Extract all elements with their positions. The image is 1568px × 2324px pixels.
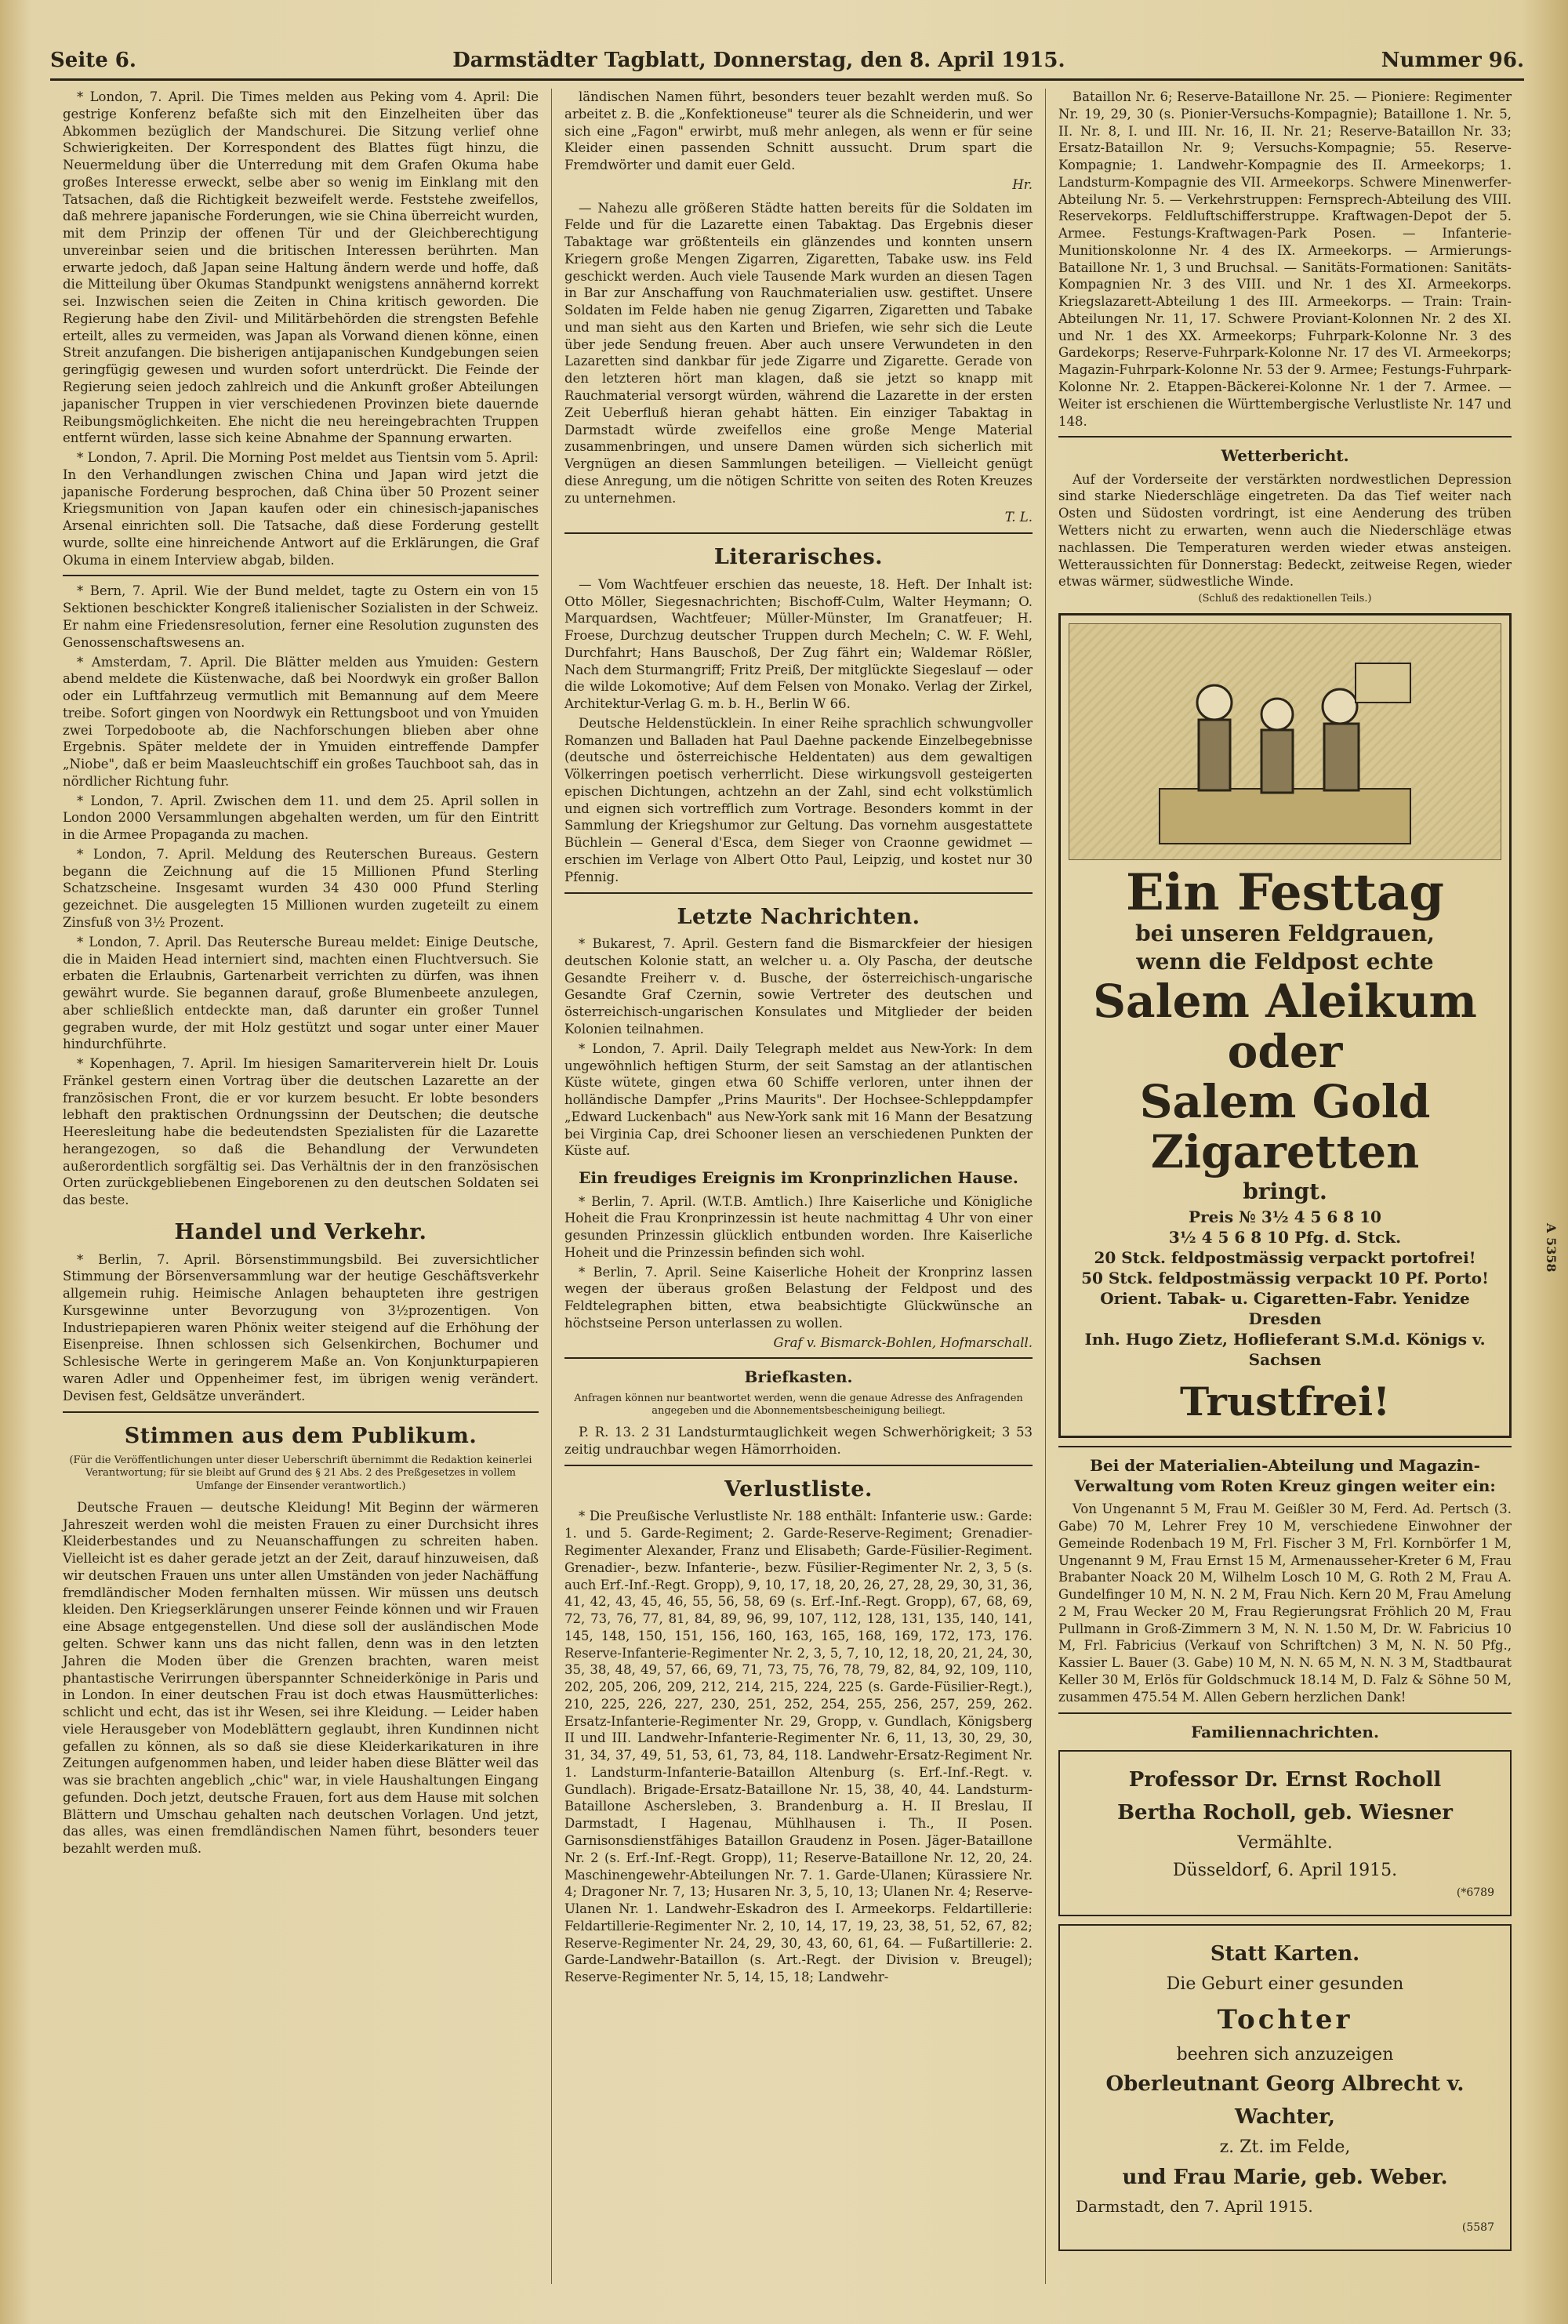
stimmen-continued: ländischen Namen führt, besonders teuer bezahlt werden muß. So arbeitet z. B. die „Konfektioneuse" teurer als die Schneiderin, und wer sich eine „Fagon" erwirbt, muß mehr anlegen, als wenn er für seine Kleider einen passenden Schnitt aussucht. Drum spart die Fremdwörter und damit euer Geld. [564, 89, 1033, 173]
section-heading-stimmen: Stimmen aus dem Publikum. [124, 1423, 477, 1448]
signature: Graf v. Bismarck-Bohlen, Hofmarschall. [773, 1334, 1033, 1350]
divider [564, 892, 1033, 894]
family-big: Tochter [1217, 2003, 1353, 2035]
briefkasten-note: Anfragen können nur beantwortet werden, wenn die genaue Adresse des Anfragenden angegeben und die Abonnementsbescheinigung beiliegt. [574, 1392, 1023, 1418]
column-3 [1046, 89, 1524, 2284]
section-heading-handel: Handel und Verkehr. [174, 1220, 427, 1244]
ad-postage-1: 20 Stck. feldpostmässig verpackt portofrei! [1094, 1247, 1476, 1267]
section-heading-literarisches: Literarisches. [713, 545, 884, 570]
ad-postage-2: 50 Stck. feldpostmässig verpackt 10 Pf. Porto! [1081, 1268, 1489, 1287]
divider [564, 1465, 1033, 1466]
ad-number: (5587 [1461, 2221, 1494, 2235]
cigarette-advertisement [1058, 613, 1512, 1437]
divider [564, 1357, 1033, 1359]
section-heading-briefkasten: Briefkasten. [744, 1367, 853, 1387]
divider [564, 532, 1033, 534]
ad-side-number: A 5358 [1544, 1223, 1559, 1273]
ad-subline: bei unseren Feldgrauen, [1135, 920, 1435, 946]
handel-text: * Berlin, 7. April. Börsenstimmungsbild. Bei zuversichtlicher Stimmung der Börsenversammlung war der heutige Geschäftsverkehr allgemein ruhig. Heimische Anlagen behaupteten ihre gestrigen Kursgewinne unter Bevorzugung von 3½prozentigen. Von Industriepapieren waren Phönix weiter steigend auf die Erhöhung der Eisenpreise. Ihnen schlossen sich Gelsenkirchen, Bochumer und Schlesische Werte in geringerem Maße an. Von Konjunkturpapieren waren Adler und Oppenheimer fest, im übrigen wenig verändert. Devisen fest, Geldsätze unverändert. [63, 1251, 539, 1403]
newspaper-title: Darmstädter Tagblatt, Donnerstag, den 8. April 1915. [452, 49, 1065, 72]
section-heading-wetter: Wetterbericht. [1221, 446, 1349, 466]
column-1 [50, 89, 552, 2284]
news-item: * London, 7. April. Zwischen dem 11. und dem 25. April sollen in London 2000 Versammlungen abgehalten werden, um für den Eintritt in die Armee Propaganda zu machen. [63, 793, 539, 843]
ad-brand-aleikum: Salem Aleikum oder [1093, 975, 1477, 1079]
wetter-text: Auf der Vorderseite der verstärkten nordwestlichen Depression sind starke Niederschläge eingetreten. Da das Tief weiter nach Osten und Südosten vordringt, ist eine Aenderung des trüben Wetters nicht zu erwarten, wenn auch die Niederschläge etwas nachlassen. Die Temperaturen werden wieder etwas ansteigen. Wetteraussichten für Donnerstag: Bedeckt, zeitweise Regen, wieder etwas wärmer, südwestliche Winde. [1058, 471, 1512, 590]
soldiers-drawing-icon [1144, 640, 1426, 859]
divider [1058, 1712, 1512, 1714]
issue-number: Nummer 96. [1381, 49, 1524, 72]
signature: Hr. [1012, 176, 1033, 192]
news-item: * Bern, 7. April. Wie der Bund meldet, tagte zu Ostern ein von 15 Sektionen beschickter Kongreß italienischer Sozialisten in der Schweiz. Er nahm eine Friedensresolution, ferner eine Resolution zugunsten des Genossenschaftswesens an. [63, 583, 539, 650]
end-editorial: (Schluß des redaktionellen Teils.) [1198, 593, 1372, 605]
family-line: Bertha Rocholl, geb. Wiesner [1117, 1800, 1453, 1825]
section-heading-familien: Familiennachrichten. [1191, 1722, 1379, 1741]
news-item: * Berlin, 7. April. (W.T.B. Amtlich.) Ihre Kaiserliche und Königliche Hoheit die Frau Kronprinzessin ist heute nachmittag 4 Uhr von einer gesunden Prinzessin glücklich entbunden worden. Ihre Kaiserliche Hoheit und die Prinzessin befinden sich wohl. [564, 1193, 1033, 1260]
ad-prices: Preis № 3½ 4 5 6 8 10 [1189, 1207, 1381, 1226]
news-item: * Kopenhagen, 7. April. Im hiesigen Samariterverein hielt Dr. Louis Fränkel gestern einen Vortrag über die deutschen Lazarette an der französischen Front, die er vor kurzem besucht. Er lobte besonders lebhaft den praktischen Ordnungssinn der Deutschen; die deutsche Heeresleitung habe die bedeutendsten Spezialisten für die Lazarette herangezogen, so daß die Behandlung der Verwundeten außerordentlich sorgfältig sei. Das Verhältnis der in den französischen Orten zurückgebliebenen Eingeborenen zu den deutschen Soldaten sei das beste. [63, 1056, 539, 1208]
family-line: Oberleutnant Georg Albrecht v. Wachter, [1105, 2072, 1465, 2129]
literature-item: — Vom Wachtfeuer erschien das neueste, 18. Heft. Der Inhalt ist: Otto Möller, Siegesnachrichten; Bischoff-Culm, Walter Heymann; O. Marquardsen, Wachtfeuer; Müller-Münster, Im Granatfeuer; H. Froese, Durchzug deutscher Truppen durch Mecheln; C. W. F. Wehl, Durchfahrt; Hans Bauschoß, Der Zug fährt ein; Waldemar Rößler, Nach dem Sturmangriff; Fritz Preiß, Der mitglückte Siegeslauf — oder die wilde Lokomotive; Auf dem Felsen von Monako. Verlag der Zirkel, Architektur-Verlag G. m. b. H., Berlin W 66. [564, 576, 1033, 712]
family-notice-birth [1058, 1924, 1512, 2251]
news-item: * London, 7. April. Meldung des Reuterschen Bureaus. Gestern begann die Zeichnung auf die 15 Millionen Pfund Sterling Schatzscheine. Insgesamt wurden 34 430 000 Pfund Sterling gezeichnet. Die ausgelegten 15 Millionen wurden zugeteilt zu einem Zinsfuß von 3½ Prozent. [63, 846, 539, 930]
ad-prices-2: 3½ 4 5 6 8 10 Pfg. d. Stck. [1168, 1227, 1402, 1247]
family-line: beehren sich anzuzeigen [1176, 2045, 1394, 2065]
family-notice-wedding [1058, 1750, 1512, 1916]
news-item: * London, 7. April. Die Morning Post meldet aus Tientsin vom 5. April: In den Verhandlungen zwischen China und Japan wird jetzt die japanische Forderung besprochen, daß China über 50 Prozent seiner Kriegsmunition von Japan kaufen oder ein chinesisch-japanisches Arsenal einrichten soll. Die Tatsache, daß diese Forderung gestellt wurde, sollte eine hinreichende Antwort auf die Erklärungen, die Graf Okuma in einem Interview abgab, bilden. [63, 450, 539, 568]
news-item: * London, 7. April. Daily Telegraph meldet aus New-York: In dem ungewöhnlich heftigen Sturm, der seit Samstag an der atlantischen Küste wütete, gingen etwa 60 Schiffe verloren, unter ihnen der holländische Dampfer „Prins Maurits". Der Hochsee-Schleppdampfer „Edward Luckenbach" aus New-York sank mit 16 Mann der Besatzung bei Virginia Cap, drei Schooner liesen an verschiedenen Punkten der Küste auf. [564, 1040, 1033, 1159]
family-line: z. Zt. im Felde, [1219, 2137, 1351, 2158]
masthead [50, 49, 1524, 81]
divider [63, 575, 539, 576]
column-2 [552, 89, 1046, 2284]
soldiers-illustration [1069, 623, 1501, 860]
family-line: Vermählte. [1237, 1833, 1333, 1854]
ad-company: Orient. Tabak- u. Cigaretten-Fabr. Yenidze Dresden [1100, 1288, 1470, 1328]
ad-subline: wenn die Feldpost echte [1136, 949, 1434, 975]
family-line: Professor Dr. Ernst Rocholl [1128, 1767, 1442, 1792]
materialien-text: Von Ungenannt 5 M, Frau M. Geißler 30 M, Ferd. Ad. Pertsch (3. Gabe) 70 M, Lehrer Frey 10 M, verschiedene Einwohner der Gemeinde Rodenbach 19 M, Frl. Fischer 3 M, Frl. Kornbörfer 1 M, Ungenannt 9 M, Frau Ernst 15 M, Armenausseher-Kreter 6 M, Frau Brabanter Noack 20 M, Wilhelm Losch 10 M, G. Roth 2 M, Frau A. Gundelfinger 10 M, N. N. 2 M, Frau Nich. Kern 20 M, Frau Amelung 2 M, Frau Wecker 20 M, Frau Regierungsrat Fröhlich 20 M, Frau Pullmann in Groß-Zimmern 3 M, N. N. 1.50 M, Dr. W. Fabricius 10 M, Frl. Fabricius (Verkauf von Schriftchen) 3 M, N. N. 50 Pfg., Kassier L. Bauer (3. Gabe) 10 M, N. N. 65 M, N. N. 3 M, Stadtbaurat Keller 30 M, Erlös für Goldschmuck 18.14 M, D. Falz & Söhne 50 M, zusammen 475.54 M. Allen Gebern herzlichen Dank! [1058, 1502, 1512, 1705]
family-line: Düsseldorf, 6. April 1915. [1172, 1861, 1398, 1881]
section-heading-verlustliste: Verlustliste. [724, 1476, 873, 1502]
briefkasten-text: P. R. 13. 2 31 Landsturmtauglichkeit wegen Schwerhörigkeit; 3 53 zeitig undrauchbar wegen Hämorrhoiden. [564, 1425, 1033, 1458]
divider [1058, 436, 1512, 438]
ad-owner: Inh. Hugo Zietz, Hoflieferant S.M.d. Königs v. Sachsen [1084, 1329, 1486, 1369]
news-item: * London, 7. April. Die Times melden aus Peking vom 4. April: Die gestrige Konferenz befaßte sich mit den Einzelheiten über das Abkommen bezüglich der Mandschurei. Die Sitzung verlief ohne Schwierigkeiten. Der Korrespondent des Blattes fügt hinzu, die Neuermeldung über die Unterredung mit dem Grafen Okuma habe großes Interesse erweckt, selbe aber so wenig im Einklang mit den Tatsachen, daß die Richtigkeit bezweifelt werde. Feststehe zweifellos, daß mehrere japanische Forderungen, wie sie China überreicht wurden, mit dem Prinzip der offenen Tür und der Gleichberechtigung unvereinbar seien und die britischen Interessen berührten. Man erwarte jedoch, daß Japan seine Haltung ändern werde und hoffe, daß die Mitteilung über Okumas Standpunkt wenigstens annähernd korrekt sei. Inzwischen seien die Zeiten in China kritisch geworden. Die Regierung habe den Zivil- und Militärbehörden die strengsten Befehle erteilt, alles zu vermeiden, was Japan als Vorwand dienen könne, einen Streit anzufangen. Die bisherigen antijapanischen Kundgebungen seien geringfügig gewesen und wurden sofort unterdrückt. Die Feinde der Regierung seien jedoch zahlreich und die Ankunft großer Abteilungen japanischer Truppen in vier verschiedenen Provinzen biete dauernde Reibungsmöglichkeiten. Ehe nicht die neu hereingebrachten Truppen entfernt würden, lasse sich keine Abnahme der Spannung erwarten. [63, 89, 539, 446]
family-line: und Frau Marie, geb. Weber. [1122, 2165, 1448, 2189]
signature: T. L. [1004, 510, 1033, 525]
stimmen-disclaimer: (Für die Veröffentlichungen unter dieser Ueberschrift übernimmt die Redaktion keinerlei Verantwortung; für sie bleibt auf Grund des § 21 Abs. 2 des Preßgesetzes in vollem Umfange der Einsender verantwortlich.) [69, 1454, 532, 1492]
news-item: * Berlin, 7. April. Seine Kaiserliche Hoheit der Kronprinz lassen wegen der überaus großen Belastung der Feldpost und des Feldtelegraphen bitten, etwa beabsichtigte Glückwünsche an höchstseine Person unterlassen zu wollen. [564, 1264, 1033, 1331]
ad-trustfrei: Trustfrei! [1179, 1378, 1391, 1425]
family-date: Darmstadt, den 7. April 1915. [1076, 2197, 1313, 2217]
ad-brand-gold: Salem Gold Zigaretten [1139, 1075, 1431, 1178]
page-number: Seite 6. [50, 49, 136, 72]
ad-headline: Ein Festtag [1126, 863, 1444, 923]
news-item: * Amsterdam, 7. April. Die Blätter melden aus Ymuiden: Gestern abend meldete die Küstenwache, daß bei Noordwyk ein großer Ballon oder ein Luftfahrzeug vermutlich mit Bemannung auf dem Meere treibe. Sofort gingen von Noordwyk ein Rettungsboot und von Ymuiden zwei Torpedoboote ab, die Nachforschungen blieben aber ohne Ergebnis. Später meldete der in Ymuiden eintreffende Dampfer „Niobe", daß er beim Maasleuchtschiff ein großes Tauchboot sah, das in nördlicher Richtung fuhr. [63, 654, 539, 789]
divider [1058, 1446, 1512, 1447]
section-heading-kronprinz: Ein freudiges Ereignis im Kronprinzlichen Hause. [579, 1168, 1018, 1188]
family-line: Die Geburt einer gesunden [1166, 1974, 1404, 1995]
ad-number: (*6789 [1456, 1886, 1494, 1900]
literature-item: Deutsche Heldenstücklein. In einer Reihe sprachlich schwungvoller Romanzen und Balladen hat Paul Daehne packende Einzelbegebnisse (deutsche und österreichische Heldentaten) aus dem gewaltigen Völkerringen poetisch verherrlicht. Diese wirkungsvoll gesteigerten epischen Dichtungen, achtzehn an der Zahl, sind echt volkstümlich und eignen sich vortrefflich zum Vortrage. Besonders kommt in der Sammlung der Kriegshumor zur Geltung. Das vornehm ausgestattete Büchlein — General d'Esca, dem Sieger von Craonne gewidmet — erschien im Verlage von Albert Otto Paul, Leipzig, und kostet nur 30 Pfennig. [564, 715, 1033, 884]
news-item: * London, 7. April. Das Reutersche Bureau meldet: Einige Deutsche, die in Maiden Head interniert sind, machten einen Fluchtversuch. Sie erbaten die Erlaubnis, Gartenarbeit verrichten zu dürfen, was ihnen gewährt wurde. Sie begannen darauf, große Blumenbeete anzulegen, aber schließlich entdeckte man, daß darunter ein großer Tunnel gegraben wurde, der mit Holz gestützt und sogar unter einer Mauer hindurchführte. [63, 934, 539, 1052]
columns [50, 89, 1524, 2284]
ad-bringt: bringt. [1243, 1178, 1327, 1204]
tabaktag-text: — Nahezu alle größeren Städte hatten bereits für die Soldaten im Felde und für die Lazarette einen Tabaktag. Das Ergebnis dieser Tabaktage war größtenteils ein glänzendes und konnten unsern Kriegern große Mengen Zigarren, Zigaretten, Tabake usw. ins Feld geschickt werden. Auch viele Tausende Mark wurden an diesen Tagen in Bar zur Anschaffung von Rauchmaterialien usw. gestiftet. Unsere Soldaten im Felde haben nie genug Zigarren, Zigaretten und Tabake und man sieht aus den Karten und Briefen, wie sehr sich die Leute über jede Sendung freuen. Aber auch unsere Verwundeten in den Lazaretten sind dankbar für jede Zigarre und Zigarette. Gerade von den letzteren hört man klagen, daß sie jetzt so knapp mit Rauchmaterial versorgt würden, während die Lazarette in der ersten Zeit Ueberfluß hieran gehabt hätten. Ein einziger Tabaktag in Darmstadt würde zweifellos eine große Menge Material zusammenbringen, und unsere Damen würden sich sicherlich mit Vergnügen an diesen Sammlungen beteiligen. — Vielleicht genügt diese Anregung, um die nötigen Schritte von seiten des Roten Kreuzes zu unternehmen. [564, 200, 1033, 506]
section-heading-materialien: Bei der Materialien-Abteilung und Magazin-Verwaltung vom Roten Kreuz gingen weiter ein: [1074, 1455, 1496, 1495]
verlustliste-continued: Bataillon Nr. 6; Reserve-Bataillone Nr. 25. — Pioniere: Regimenter Nr. 19, 29, 30 (s. Pionier-Versuchs-Kompagnie); Bataillone 1. Nr. 5, II. Nr. 8, I. und III. Nr. 16, II. Nr. 21; Reserve-Bataillon Nr. 33; Ersatz-Bataillon Nr. 9; Versuchs-Kompagnie; 55. Reserve-Kompagnie; 1. Landwehr-Kompagnie des II. Armeekorps; 1. Landsturm-Kompagnie des VII. Armeekorps. Schwere Minenwerfer-Abteilung Nr. 5. — Verkehrstruppen: Fernsprech-Abteilung des VIII. Reservekorps. Feldluftschifferstruppe. Kraftwagen-Depot der 5. Armee. Festungs-Kraftwagen-Park Posen. — Infanterie-Munitionskolonne Nr. 4 des IX. Armeekorps. — Armierungs-Bataillone Nr. 1, 3 und Bruchsal. — Sanitäts-Formationen: Sanitäts-Kompagnien Nr. 3 des VIII. und Nr. 1 des XI. Armeekorps. Kriegslazarett-Abteilung 1 des III. Armeekorps. — Train: Train-Abteilungen Nr. 11, 17. Schwere Proviant-Kolonnen Nr. 2 des XI. und Nr. 1 des XX. Armeekorps; Fuhrpark-Kolonne Nr. 3 des Gardekorps; Reserve-Fuhrpark-Kolonne Nr. 17 des VI. Armeekorps; Magazin-Fuhrpark-Kolonne Nr. 53 der 9. Armee; Festungs-Fuhrpark-Kolonne Nr. 2. Etappen-Bäckerei-Kolonne Nr. 1 der 7. Armee. — Weiter ist erschienen die Württembergische Verlustliste Nr. 147 und 148. [1058, 89, 1512, 429]
family-head: Statt Karten. [1210, 1941, 1360, 1966]
section-heading-letzte: Letzte Nachrichten. [677, 904, 920, 929]
stimmen-text: Deutsche Frauen — deutsche Kleidung! Mit Beginn der wärmeren Jahreszeit werden wohl die meisten Frauen zu einer Durchsicht ihres Kleiderbestandes und zu Neuanschaffungen zu schreiten haben. Vielleicht ist es daher gerade jetzt an der Zeit, darauf hinzuweisen, daß wir deutschen Frauen uns unter allen Umständen von jeder Nachäffung fremdländischer Moden fernhalten müssen. Wir müssen uns deutsch kleiden. Den Kriegserklärungen unserer Feinde können und wir Frauen eine Absage entgegenstellen. Und diese soll der ausländischen Mode gelten. Schwer kann uns das nicht fallen, denn was in den letzten Jahren die Moden über die Grenzen brachten, waren meist phantastische Verirrungen überspannter Schneiderkönige in Paris und in London. In einer deutschen Frau ist doch etwas Hausmütterliches: schlicht und echt, das ist ihr Wesen, sei ihre Kleidung. — Leider haben viele Herausgeber von Modeblättern geglaubt, ihren Kundinnen nicht gefallen zu können, als so daß sie diese Kleiderkarikaturen in ihre Zeitungen aufgenommen haben, und leider haben diese Blätter weil das was sie brachten angeblich „chic" war, in viele Haushaltungen Eingang gefunden. Doch jetzt, deutsche Frauen, fort aus dem Hause mit solchen Blättern und Umschau gehalten nach deutschen Vorlagen. Und jetzt, das alles, was einen fremdländischen Namen führt, besonders teuer bezahlt werden muß. [63, 1499, 539, 1857]
news-item: * Bukarest, 7. April. Gestern fand die Bismarckfeier der hiesigen deutschen Kolonie statt, an welcher u. a. Oly Pascha, der deutsche Gesandte Freiherr v. d. Busche, der österreichisch-ungarische Gesandte Graf Czernin, sowie Vertreter des deutschen und österreichisch-ungarischen Konsulates und Mitglieder der beiden Kolonien teilnahmen. [564, 936, 1033, 1037]
verlustliste-text: * Die Preußische Verlustliste Nr. 188 enthält: Infanterie usw.: Garde: 1. und 5. Garde-Regiment; 2. Garde-Reserve-Regiment; Grenadier-Regimenter Alexander, Franz und Elisabeth; Garde-Füsilier-Regiment. Grenadier-, bezw. Infanterie-, bezw. Füsilier-Regimenter Nr. 2, 3, 5 (s. auch Erf.-Inf.-Regt. Gropp), 9, 10, 17, 18, 20, 26, 27, 28, 29, 30, 31, 36, 41, 42, 43, 45, 46, 55, 56, 58, 69 (s. Erf.-Inf.-Regt. Gropp), 67, 68, 69, 72, 73, 76, 77, 81, 84, 89, 96, 99, 107, 112, 128, 131, 135, 140, 141, 145, 148, 150, 151, 156, 160, 163, 165, 168, 169, 172, 173, 176. Reserve-Infanterie-Regimenter Nr. 2, 3, 5, 7, 10, 12, 18, 20, 21, 24, 30, 35, 38, 48, 49, 57, 66, 69, 71, 73, 75, 76, 78, 79, 82, 84, 92, 109, 110, 202, 205, 206, 209, 212, 214, 215, 224, 225 (s. Garde-Füsilier-Regt.), 210, 225, 226, 227, 230, 251, 252, 254, 255, 256, 257, 259, 262. Ersatz-Infanterie-Regimenter Nr. 29, Gropp, v. Gundlach, Königsberg II und III. Landwehr-Infanterie-Regimenter Nr. 6, 11, 13, 30, 29, 30, 31, 34, 37, 49, 51, 53, 61, 73, 84, 118. Landwehr-Ersatz-Regiment Nr. 1. Landsturm-Infanterie-Bataillon Altenburg (s. Erf.-Inf.-Regt. v. Gundlach). Brigade-Ersatz-Bataillone Nr. 15, 38, 40, 44. Landsturm-Bataillone Aschersleben, 3. Brandenburg a. H. II Breslau, II Darmstadt, I Hagenau, Mühlhausen i. Th., II Posen. Garnisonsdienstfähiges Bataillon Graudenz in Posen. Jäger-Bataillone Nr. 2 (s. Erf.-Inf.-Regt. Gropp), 11; Reserve-Bataillone Nr. 12, 20, 24. Maschinengewehr-Abteilungen Nr. 7. 1. Garde-Ulanen; Kürassiere Nr. 4; Dragoner Nr. 7, 13; Husaren Nr. 3, 5, 10, 13; Ulanen Nr. 4; Reserve-Ulanen Nr. 1. Landwehr-Eskadron des I. Armeekorps. Feldartillerie: Feldartillerie-Regimenter Nr. 2, 10, 14, 17, 19, 23, 38, 51, 52, 67, 82; Reserve-Regimenter Nr. 24, 29, 30, 43, 60, 61, 64. — Fußartillerie: 2. Garde-Landwehr-Bataillon (s. Art.-Regt. der Division v. Breugel); Reserve-Regimenter Nr. 5, 14, 15, 18; Landwehr- [564, 1509, 1033, 1985]
divider [63, 1411, 539, 1413]
